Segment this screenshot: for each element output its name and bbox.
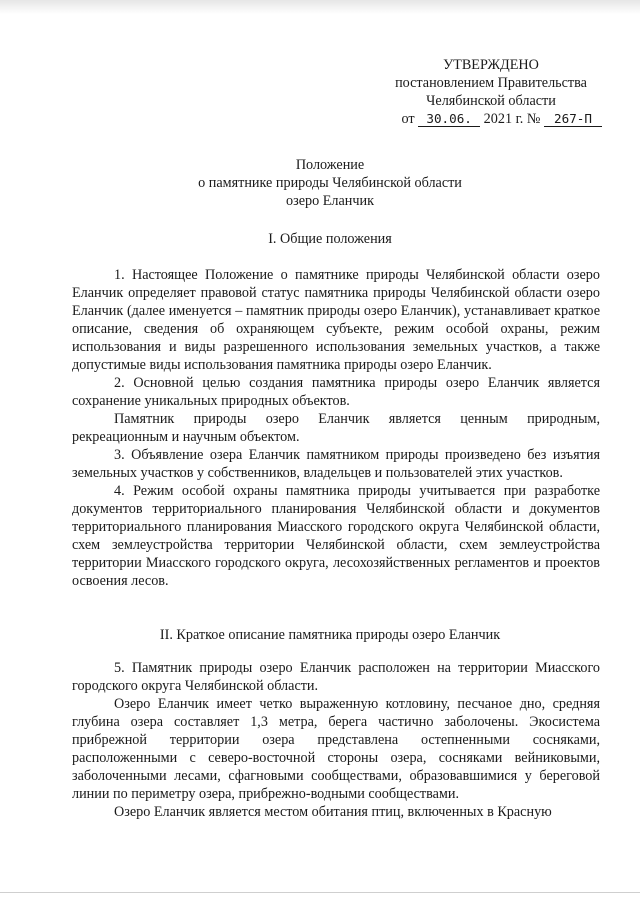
section-1-body bbox=[72, 266, 600, 590]
page-edge bbox=[0, 892, 640, 893]
paragraph: 1. Настоящее Положение о памятнике природы Челябинской области озеро Еланчик определяет правовой статус памятника природы Челябинской области озеро Еланчик (далее именуется – памятник природы озеро Еланчик), устанавливает краткое описание, сведения об охраняющем субъекте, режим особой охраны, режим использования и виды разрешенного использования земельных участков, а также допустимые виды использования памятника природы озеро Еланчик. bbox=[72, 267, 600, 373]
approval-line-region: Челябинской области bbox=[426, 93, 556, 109]
approval-title: УТВЕРЖДЕНО bbox=[443, 57, 539, 73]
paragraph: 4. Режим особой охраны памятника природы учитывается при разработке документов территориального планирования Челябинской области и документов территориального планирования Миасского городского округа Челябинской области, схем землеустройства территории Челябинской области, схем землеустройства территории Миасского городского округа, лесохозяйственных регламентов и проектов освоения лесов. bbox=[72, 483, 600, 589]
paragraph: 2. Основной целью создания памятника природы озеро Еланчик является сохранение уникальных природных объектов. bbox=[72, 375, 600, 409]
paragraph: Озеро Еланчик имеет четко выраженную котловину, песчаное дно, средняя глубина озера составляет 1,3 метра, берега частично заболочены. Экосистема прибрежной территории озера представлена остепненными сосняками, расположенными с северо-восточной стороны озера, сосняками вейниковыми, заболоченными лесами, сфагновыми сообществами, образовавшимися у береговой линии по периметру озера, прибрежно-водными сообществами. bbox=[72, 696, 600, 802]
section-2-heading: II. Краткое описание памятника природы озеро Еланчик bbox=[159, 627, 501, 643]
from-label: от bbox=[401, 111, 415, 127]
title-line-3: озеро Еланчик bbox=[286, 193, 374, 209]
section-1-heading: I. Общие положения bbox=[268, 231, 392, 247]
scan-shadow bbox=[0, 0, 640, 14]
approval-line-resolution: постановлением Правительства bbox=[395, 75, 587, 91]
approval-stamp bbox=[380, 56, 602, 128]
year-label: 2021 г. № bbox=[483, 111, 541, 127]
paragraph: 3. Объявление озера Еланчик памятником природы произведено без изъятия земельных участков у собственников, владельцев и пользователей этих участков. bbox=[72, 447, 600, 481]
paragraph: 5. Памятник природы озеро Еланчик расположен на территории Миасского городского округа Челябинской области. bbox=[72, 660, 600, 694]
approval-date: 30.06. bbox=[418, 111, 480, 127]
title-line-2: о памятнике природы Челябинской области bbox=[198, 175, 462, 191]
section-2-body bbox=[72, 659, 600, 821]
document-title bbox=[60, 156, 600, 210]
paragraph: Памятник природы озеро Еланчик является ценным природным, рекреационным и научным объектом. bbox=[72, 411, 600, 445]
approval-number: 267-П bbox=[544, 111, 602, 127]
approval-date-line bbox=[380, 110, 602, 128]
paragraph: Озеро Еланчик является местом обитания птиц, включенных в Красную bbox=[114, 804, 552, 820]
title-line-1: Положение bbox=[295, 157, 365, 173]
